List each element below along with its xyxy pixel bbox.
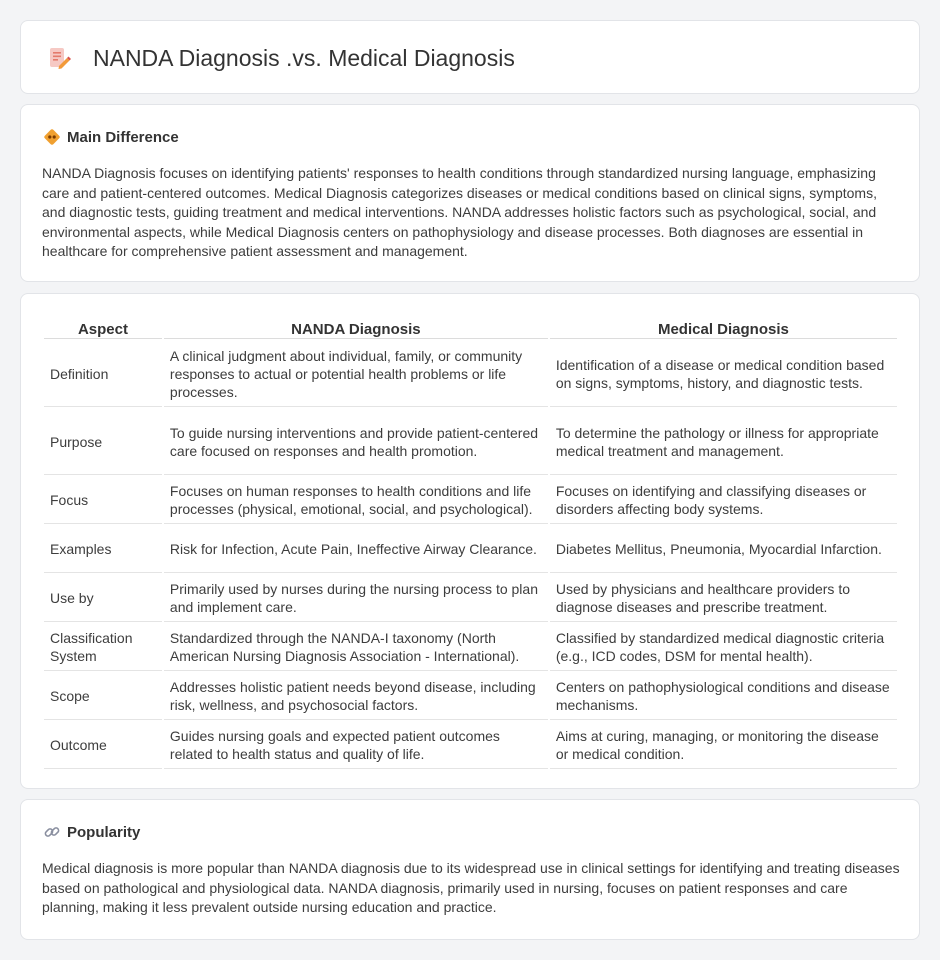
aspect-cell: Scope <box>44 673 162 720</box>
table-header-row <box>44 317 897 339</box>
medical-cell: To determine the pathology or illness for appropriate medical treatment and management. <box>550 409 897 475</box>
nanda-cell: Focuses on human responses to health conditions and life processes (physical, emotional, social, and psychological). <box>164 477 548 524</box>
aspect-cell: Purpose <box>44 409 162 475</box>
title-card <box>20 20 920 94</box>
nanda-cell: Risk for Infection, Acute Pain, Ineffective Airway Clearance. <box>164 526 548 573</box>
table-row <box>44 722 897 769</box>
comparison-table-card <box>20 293 920 789</box>
comparison-table <box>42 315 899 771</box>
table-row <box>44 341 897 407</box>
page-title: NANDA Diagnosis .vs. Medical Diagnosis <box>93 45 515 71</box>
aspect-cell: Use by <box>44 575 162 622</box>
medical-cell: Identification of a disease or medical condition based on signs, symptoms, history, and diagnostic tests. <box>550 341 897 407</box>
nanda-cell: Primarily used by nurses during the nursing process to plan and implement care. <box>164 575 548 622</box>
medical-cell: Diabetes Mellitus, Pneumonia, Myocardial Infarction. <box>550 526 897 573</box>
table-row <box>44 575 897 622</box>
popularity-card <box>20 799 920 940</box>
header-aspect: Aspect <box>44 317 162 339</box>
nanda-cell: To guide nursing interventions and provide patient-centered care focused on responses and health promotion. <box>164 409 548 475</box>
medical-cell: Focuses on identifying and classifying diseases or disorders affecting body systems. <box>550 477 897 524</box>
aspect-cell: Focus <box>44 477 162 524</box>
nanda-cell: Guides nursing goals and expected patient outcomes related to health status and quality of life. <box>164 722 548 769</box>
main-difference-text: NANDA Diagnosis focuses on identifying patients' responses to health conditions through standardized nursing language, emphasizing care and patient-centered outcomes. Medical Diagnosis categorizes diseases or medical conditions based on clinical signs, symptoms, and diagnostic tests, guiding treatment and medical interventions. NANDA addresses holistic factors such as psychological, social, and environmental aspects, while Medical Diagnosis centers on pathophysiology and disease processes. Both diagnoses are essential in healthcare for comprehensive patient assessment and management. <box>42 165 877 260</box>
aspect-cell: Examples <box>44 526 162 573</box>
popularity-text: Medical diagnosis is more popular than NANDA diagnosis due to its widespread use in clinical settings for identifying and treating diseases based on pathological and physiological data. NANDA diagnosis, primarily used in nursing, focuses on patient responses and care planning, making it less prevalent outside nursing education and practice. <box>42 860 900 916</box>
table-row <box>44 624 897 671</box>
main-difference-card <box>20 104 920 282</box>
document-pencil-icon <box>47 46 71 70</box>
medical-cell: Centers on pathophysiological conditions and disease mechanisms. <box>550 673 897 720</box>
medical-cell: Classified by standardized medical diagnostic criteria (e.g., ICD codes, DSM for mental health). <box>550 624 897 671</box>
nanda-cell: Standardized through the NANDA-I taxonomy (North American Nursing Diagnosis Association - International). <box>164 624 548 671</box>
header-medical: Medical Diagnosis <box>550 317 897 339</box>
diamond-badge-icon <box>43 128 61 146</box>
nanda-cell: A clinical judgment about individual, family, or community responses to actual or potential health problems or life processes. <box>164 341 548 407</box>
popularity-heading: Popularity <box>67 823 141 841</box>
table-row <box>44 409 897 475</box>
aspect-cell: Definition <box>44 341 162 407</box>
header-nanda: NANDA Diagnosis <box>164 317 548 339</box>
nanda-cell: Addresses holistic patient needs beyond disease, including risk, wellness, and psychosocial factors. <box>164 673 548 720</box>
medical-cell: Aims at curing, managing, or monitoring the disease or medical condition. <box>550 722 897 769</box>
table-row <box>44 673 897 720</box>
medical-cell: Used by physicians and healthcare providers to diagnose diseases and prescribe treatment. <box>550 575 897 622</box>
main-difference-header <box>43 127 179 147</box>
main-difference-heading: Main Difference <box>67 128 179 146</box>
popularity-header <box>43 822 140 842</box>
link-icon <box>43 823 61 841</box>
table-row <box>44 526 897 573</box>
aspect-cell: Outcome <box>44 722 162 769</box>
table-row <box>44 477 897 524</box>
aspect-cell: Classification System <box>44 624 162 671</box>
